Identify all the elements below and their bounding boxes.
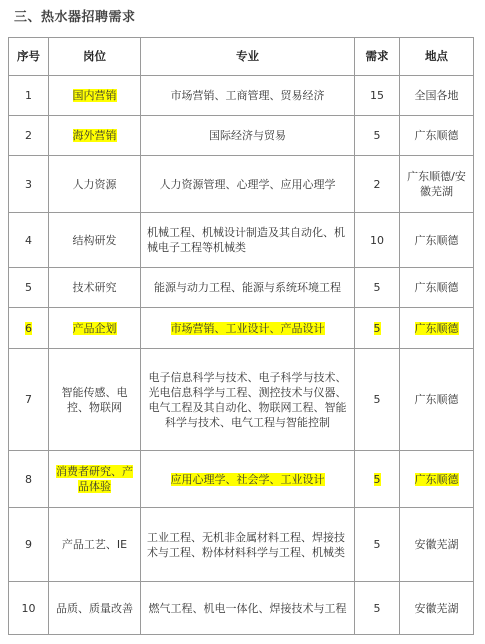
table-row [9, 156, 474, 213]
cell-major [141, 451, 355, 508]
cell-location: 全国各地 [400, 76, 474, 116]
cell-major-text: 市场营销、工业设计、产品设计 [170, 321, 325, 335]
cell-demand-text: 5 [373, 321, 381, 335]
cell-major-text: 工业工程、无机非金属材料工程、焊接技术与工程、粉体材料科学与工程、机械类 [147, 530, 345, 559]
cell-position [49, 308, 141, 349]
table-row [9, 213, 474, 268]
table-row [9, 76, 474, 116]
cell-major: 国际经济与贸易 [141, 116, 355, 156]
cell-position: 结构研发 [49, 213, 141, 268]
cell-location: 广东顺德 [400, 349, 474, 451]
cell-demand: 15 [355, 76, 400, 116]
cell-demand: 10 [355, 213, 400, 268]
cell-major: 电子信息科学与技术、电子科学与技术、光电信息科学与工程、测控技术与仪器、电气工程及其自动化、物联网工程、智能科学与技术、电气工程与智能控制 [141, 349, 355, 451]
cell-location [400, 308, 474, 349]
cell-major: 市场营销、工商管理、贸易经济 [141, 76, 355, 116]
section-title: 三、热水器招聘需求 [14, 10, 136, 25]
cell-position [49, 76, 141, 116]
cell-location: 安徽芜湖 [400, 582, 474, 635]
cell-position: 技术研究 [49, 268, 141, 308]
recruitment-table [8, 37, 474, 635]
cell-location [400, 451, 474, 508]
cell-position-text: 产品企划 [72, 321, 117, 335]
header-location: 地点 [400, 38, 474, 76]
cell-demand [355, 308, 400, 349]
cell-demand-text: 5 [373, 472, 381, 486]
cell-position: 智能传感、电控、物联网 [49, 349, 141, 451]
cell-no: 2 [9, 116, 49, 156]
cell-demand: 5 [355, 116, 400, 156]
header-position: 岗位 [49, 38, 141, 76]
table-row [9, 582, 474, 635]
cell-position: 产品工艺、IE [49, 508, 141, 582]
cell-no: 5 [9, 268, 49, 308]
table-row [9, 116, 474, 156]
cell-no: 4 [9, 213, 49, 268]
cell-location: 安徽芜湖 [400, 508, 474, 582]
header-row [9, 38, 474, 76]
cell-major [141, 582, 355, 635]
cell-major [141, 213, 355, 268]
cell-major [141, 308, 355, 349]
cell-position: 品质、质量改善 [49, 582, 141, 635]
cell-location: 广东顺德 [400, 116, 474, 156]
cell-major: 人力资源管理、心理学、应用心理学 [141, 156, 355, 213]
cell-major-text: 应用心理学、社会学、工业设计 [170, 472, 325, 486]
cell-location-text: 广东顺德 [414, 472, 459, 486]
cell-no: 3 [9, 156, 49, 213]
cell-no [9, 308, 49, 349]
cell-demand: 5 [355, 582, 400, 635]
cell-position-text: 海外营销 [72, 129, 117, 142]
cell-location: 广东顺德/安徽芜湖 [400, 156, 474, 213]
cell-major [141, 508, 355, 582]
cell-major: 能源与动力工程、能源与系统环境工程 [141, 268, 355, 308]
cell-position-text: 国内营销 [72, 89, 117, 102]
cell-demand: 2 [355, 156, 400, 213]
cell-position [49, 116, 141, 156]
table-row [9, 268, 474, 308]
header-demand: 需求 [355, 38, 400, 76]
cell-position [49, 451, 141, 508]
cell-location: 广东顺德 [400, 213, 474, 268]
cell-no: 10 [9, 582, 49, 635]
cell-location-text: 广东顺德 [414, 321, 459, 335]
cell-no: 8 [9, 451, 49, 508]
cell-location: 广东顺德 [400, 268, 474, 308]
cell-position-text: 消费者研究、产品体验 [56, 465, 133, 493]
cell-major-text: 燃气工程、机电一体化、焊接技术与工程 [148, 601, 347, 615]
cell-no: 1 [9, 76, 49, 116]
cell-demand: 5 [355, 268, 400, 308]
cell-no: 7 [9, 349, 49, 451]
table-row [9, 451, 474, 508]
header-no: 序号 [9, 38, 49, 76]
cell-position: 人力资源 [49, 156, 141, 213]
cell-demand [355, 451, 400, 508]
table-row [9, 308, 474, 349]
cell-no: 9 [9, 508, 49, 582]
cell-no-text: 6 [25, 321, 32, 335]
cell-demand: 5 [355, 349, 400, 451]
table-row [9, 349, 474, 451]
cell-major-text: 机械工程、机械设计制造及其自动化、机械电子工程等机械类 [147, 226, 345, 254]
header-major: 专业 [141, 38, 355, 76]
cell-demand: 5 [355, 508, 400, 582]
table-row [9, 508, 474, 582]
